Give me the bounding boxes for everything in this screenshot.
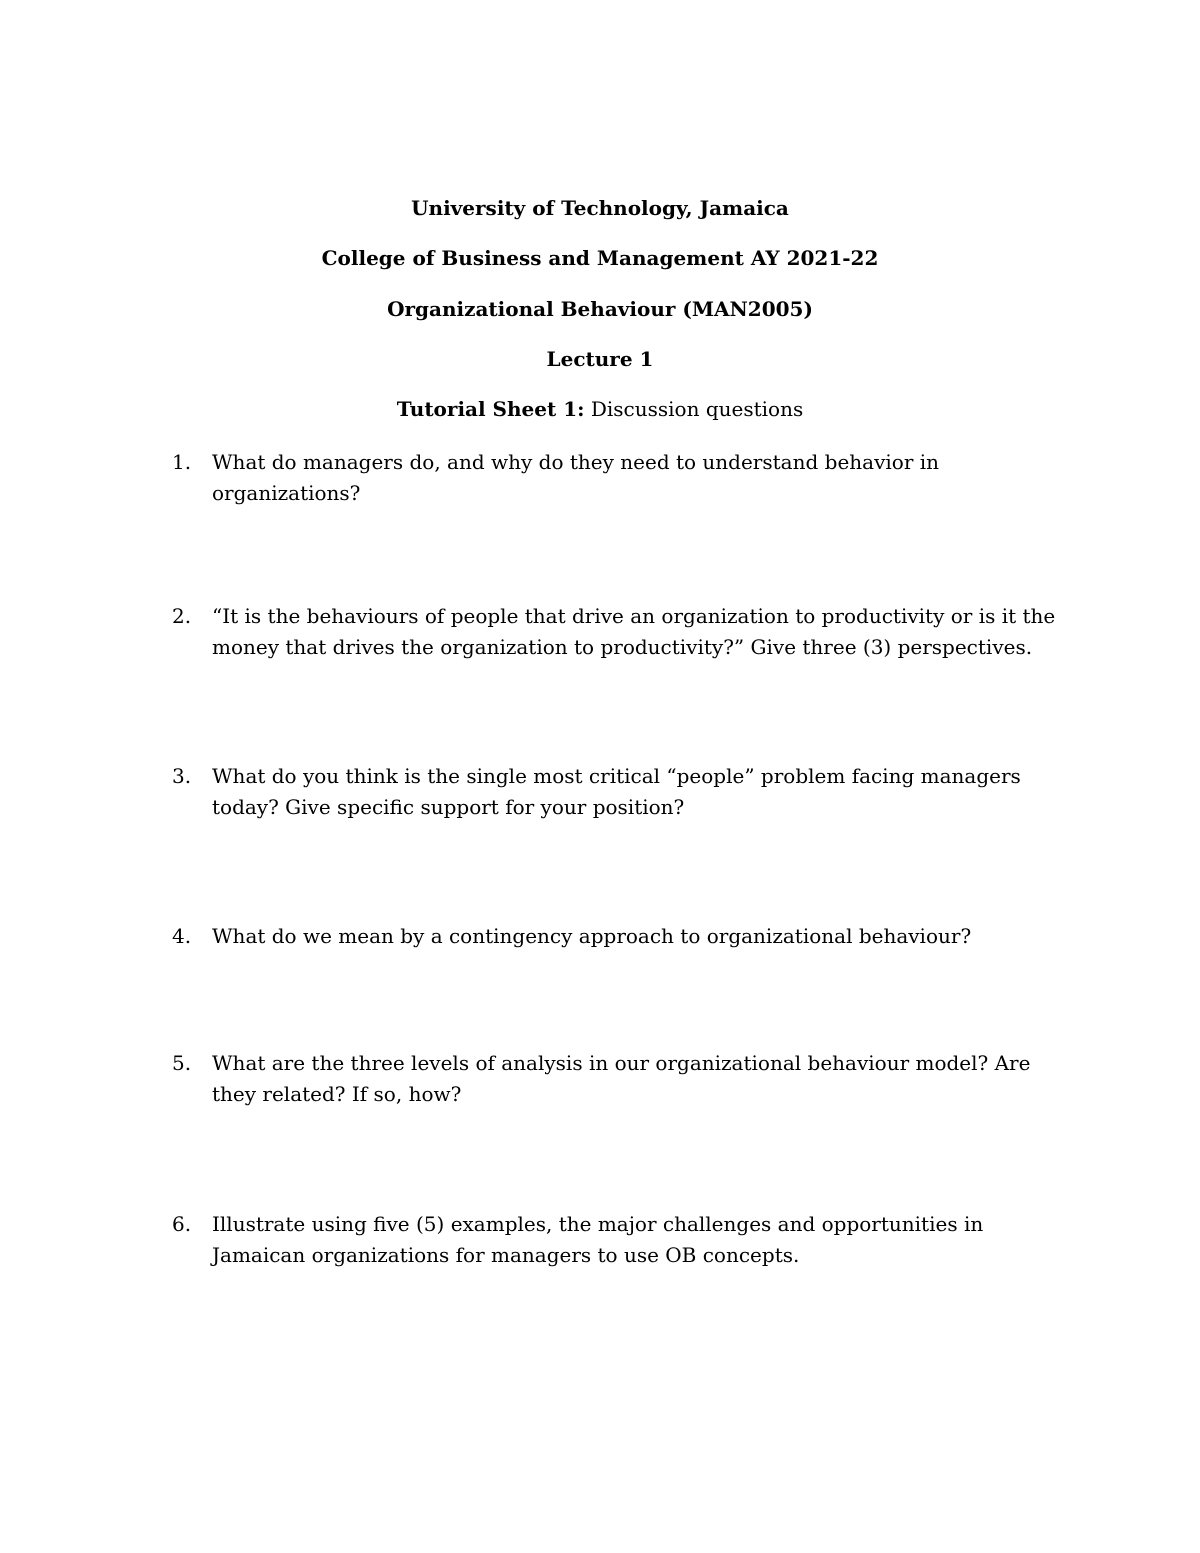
- question-number: 1.: [172, 450, 192, 474]
- question-item: [172, 761, 1072, 823]
- question-text: What do we mean by a contingency approach to organizational behaviour?: [212, 924, 972, 948]
- question-item: [172, 1048, 1072, 1110]
- question-item: [172, 447, 1072, 509]
- question-number: 2.: [172, 604, 192, 628]
- tutorial-heading: [0, 397, 1200, 421]
- course-title: Organizational Behaviour (MAN2005): [387, 297, 813, 321]
- tutorial-subtitle: Discussion questions: [584, 397, 804, 421]
- question-text: What do managers do, and why do they need to understand behavior in organizations?: [212, 450, 940, 505]
- question-number: 5.: [172, 1051, 192, 1075]
- college-title: College of Business and Management AY 2021-22: [321, 246, 879, 270]
- question-number: 6.: [172, 1212, 192, 1236]
- question-item: [172, 921, 1072, 952]
- question-text: What do you think is the single most critical “people” problem facing managers today? Give specific support for your position?: [212, 764, 1021, 819]
- question-text: What are the three levels of analysis in our organizational behaviour model? Are they related? If so, how?: [212, 1051, 1031, 1106]
- question-text: Illustrate using five (5) examples, the major challenges and opportunities in Jamaican organizations for managers to use OB concepts.: [212, 1212, 984, 1267]
- university-title: University of Technology, Jamaica: [411, 196, 789, 220]
- tutorial-label: Tutorial Sheet 1:: [396, 397, 585, 421]
- question-item: [172, 601, 1072, 663]
- question-number: 4.: [172, 924, 192, 948]
- question-text: “It is the behaviours of people that drive an organization to productivity or is it the money that drives the organization to productivity?” Give three (3) perspectives.: [212, 604, 1056, 659]
- question-number: 3.: [172, 764, 192, 788]
- lecture-title: Lecture 1: [546, 347, 654, 371]
- question-item: [172, 1209, 1072, 1271]
